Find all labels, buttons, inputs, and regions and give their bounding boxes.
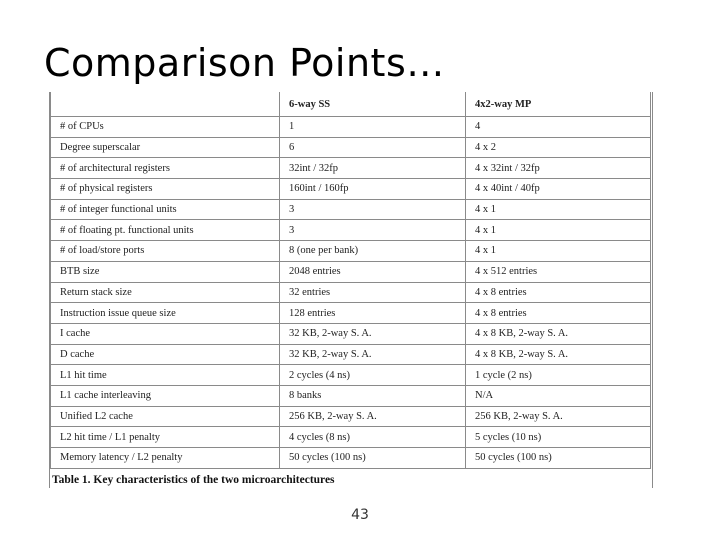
ss-value: 160int / 160fp xyxy=(280,179,466,200)
ss-value: 32 KB, 2-way S. A. xyxy=(280,344,466,365)
row-label: D cache xyxy=(51,344,280,365)
row-label: # of floating pt. functional units xyxy=(51,220,280,241)
ss-value: 128 entries xyxy=(280,303,466,324)
mp-value: 50 cycles (100 ns) xyxy=(466,448,651,469)
ss-value: 6 xyxy=(280,137,466,158)
table-row xyxy=(51,117,651,138)
table-row xyxy=(51,365,651,386)
ss-value: 32int / 32fp xyxy=(280,158,466,179)
mp-value: 4 x 1 xyxy=(466,220,651,241)
row-label: Degree superscalar xyxy=(51,137,280,158)
header-blank-cell xyxy=(51,92,280,117)
row-label: BTB size xyxy=(51,261,280,282)
table-row xyxy=(51,448,651,469)
mp-value: 4 x 8 KB, 2-way S. A. xyxy=(466,344,651,365)
ss-value: 256 KB, 2-way S. A. xyxy=(280,406,466,427)
row-label: I cache xyxy=(51,323,280,344)
ss-value: 8 (one per bank) xyxy=(280,241,466,262)
table-row xyxy=(51,344,651,365)
table-header-row xyxy=(51,92,651,117)
table-row xyxy=(51,179,651,200)
row-label: L1 cache interleaving xyxy=(51,385,280,406)
row-label: # of architectural registers xyxy=(51,158,280,179)
table-caption xyxy=(50,474,653,486)
row-label: L1 hit time xyxy=(51,365,280,386)
ss-value: 8 banks xyxy=(280,385,466,406)
ss-value: 3 xyxy=(280,220,466,241)
comparison-table-image xyxy=(49,92,653,488)
row-label: # of physical registers xyxy=(51,179,280,200)
table-row xyxy=(51,137,651,158)
ss-value: 4 cycles (8 ns) xyxy=(280,427,466,448)
table-row xyxy=(51,385,651,406)
mp-value: N/A xyxy=(466,385,651,406)
ss-value: 1 xyxy=(280,117,466,138)
table-row xyxy=(51,406,651,427)
table-row xyxy=(51,158,651,179)
mp-value: 5 cycles (10 ns) xyxy=(466,427,651,448)
row-label: # of load/store ports xyxy=(51,241,280,262)
mp-value: 4 x 1 xyxy=(466,241,651,262)
page-number: 43 xyxy=(351,507,369,523)
mp-value: 4 x 8 KB, 2-way S. A. xyxy=(466,323,651,344)
row-label: Return stack size xyxy=(51,282,280,303)
table-row xyxy=(51,427,651,448)
row-label: L2 hit time / L1 penalty xyxy=(51,427,280,448)
ss-value: 3 xyxy=(280,199,466,220)
table-row xyxy=(51,261,651,282)
ss-value: 32 KB, 2-way S. A. xyxy=(280,323,466,344)
ss-value: 2 cycles (4 ns) xyxy=(280,365,466,386)
slide-title: Comparison Points… xyxy=(44,41,445,85)
table-row xyxy=(51,241,651,262)
row-label: Memory latency / L2 penalty xyxy=(51,448,280,469)
header-4x2-way-mp: 4x2-way MP xyxy=(466,92,651,117)
mp-value: 4 x 40int / 40fp xyxy=(466,179,651,200)
ss-value: 2048 entries xyxy=(280,261,466,282)
table-row xyxy=(51,282,651,303)
ss-value: 32 entries xyxy=(280,282,466,303)
row-label: # of CPUs xyxy=(51,117,280,138)
table-caption-text: Table 1. Key characteristics of the two microarchitectures xyxy=(52,474,335,486)
mp-value: 256 KB, 2-way S. A. xyxy=(466,406,651,427)
header-6-way-ss: 6-way SS xyxy=(280,92,466,117)
ss-value: 50 cycles (100 ns) xyxy=(280,448,466,469)
mp-value: 4 x 32int / 32fp xyxy=(466,158,651,179)
mp-value: 4 x 8 entries xyxy=(466,303,651,324)
table-row xyxy=(51,303,651,324)
table-row xyxy=(51,220,651,241)
mp-value: 4 x 8 entries xyxy=(466,282,651,303)
mp-value: 4 x 1 xyxy=(466,199,651,220)
row-label: Unified L2 cache xyxy=(51,406,280,427)
comparison-table xyxy=(50,92,651,469)
mp-value: 1 cycle (2 ns) xyxy=(466,365,651,386)
mp-value: 4 x 2 xyxy=(466,137,651,158)
mp-value: 4 x 512 entries xyxy=(466,261,651,282)
table-row xyxy=(51,323,651,344)
row-label: Instruction issue queue size xyxy=(51,303,280,324)
row-label: # of integer functional units xyxy=(51,199,280,220)
mp-value: 4 xyxy=(466,117,651,138)
table-row xyxy=(51,199,651,220)
